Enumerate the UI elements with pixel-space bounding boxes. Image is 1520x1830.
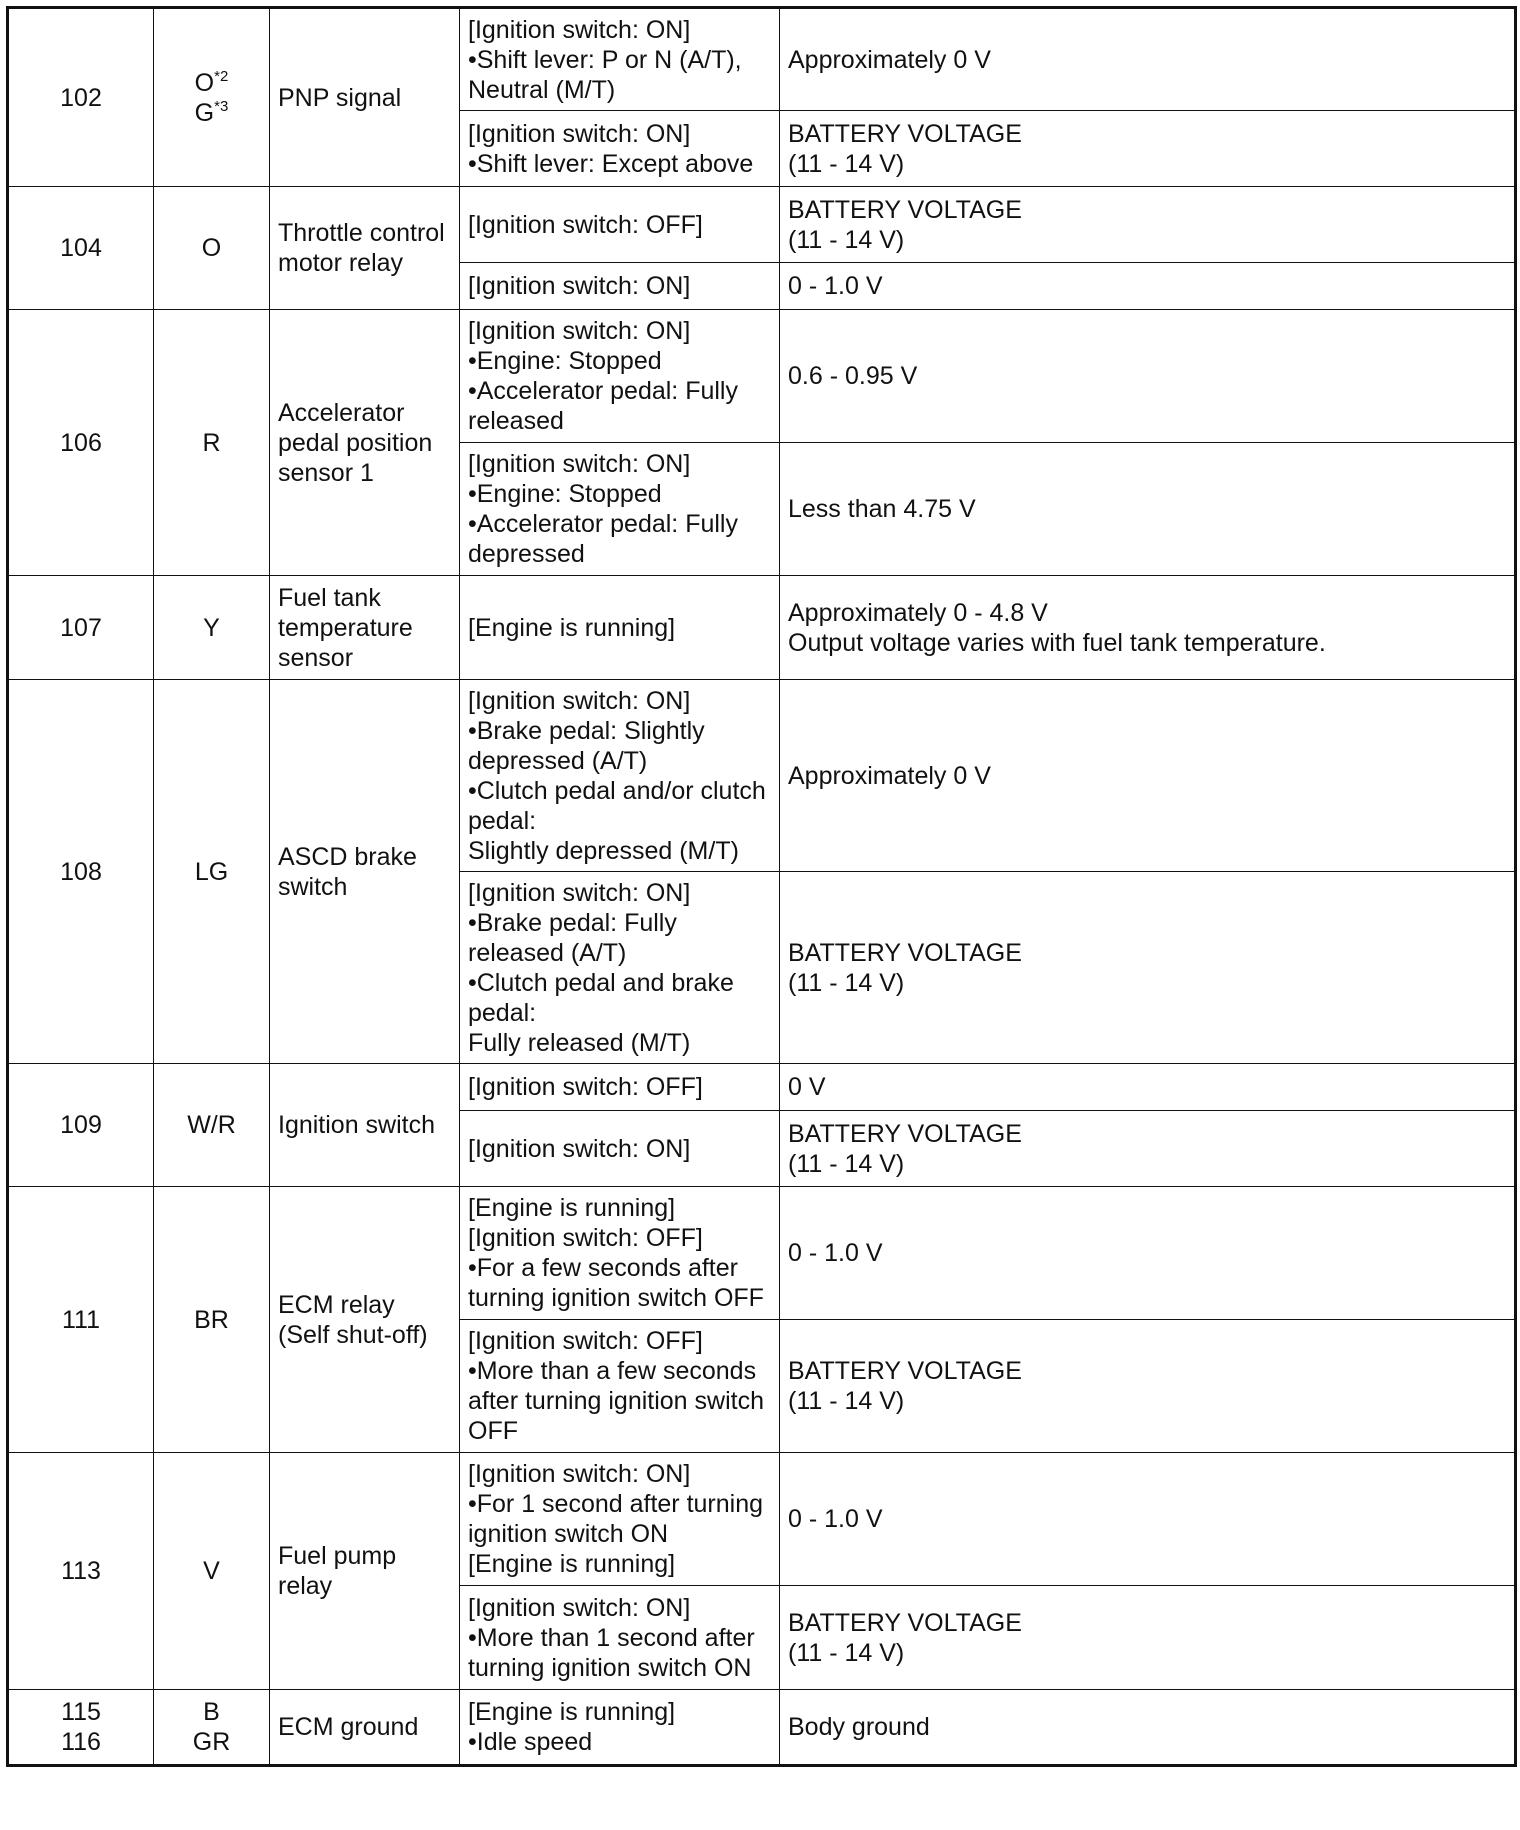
item-cell xyxy=(270,8,460,187)
data-cell xyxy=(780,111,1516,187)
condition-text: [Ignition switch: OFF] xyxy=(468,1224,703,1252)
item-cell xyxy=(270,1690,460,1766)
table-row xyxy=(8,8,1516,111)
condition-cell xyxy=(460,1320,780,1453)
data-value: BATTERY VOLTAGE xyxy=(788,195,1022,224)
terminal-number: 113 xyxy=(61,1557,101,1585)
condition-text: released (A/T) xyxy=(468,938,627,967)
condition-text: depressed xyxy=(468,540,585,568)
condition-text: •Brake pedal: Slightly xyxy=(468,716,705,745)
wire-color-entry xyxy=(162,613,261,643)
data-cell xyxy=(780,680,1516,872)
item-text: PNP signal xyxy=(278,83,402,112)
data-cell xyxy=(780,576,1516,680)
wire-color: BR xyxy=(194,1305,229,1334)
terminal-number: 116 xyxy=(61,1728,101,1756)
item-text: ECM ground xyxy=(278,1713,419,1741)
terminal-number: 102 xyxy=(60,83,102,112)
condition-cell xyxy=(460,1111,780,1187)
terminal-number-cell xyxy=(8,1690,154,1766)
wire-color: V xyxy=(203,1557,220,1585)
item-cell xyxy=(270,1064,460,1187)
condition-text: Slightly depressed (M/T) xyxy=(468,836,739,865)
wire-color-cell xyxy=(154,1453,270,1690)
wire-color: Y xyxy=(203,613,220,642)
item-text: Throttle control xyxy=(278,219,445,247)
condition-cell xyxy=(460,187,780,263)
condition-text: [Engine is running] xyxy=(468,1550,676,1578)
table-row xyxy=(8,187,1516,263)
wire-color-cell xyxy=(154,1064,270,1187)
wire-color-entry xyxy=(162,98,261,128)
terminal-number-cell xyxy=(8,1453,154,1690)
condition-text: pedal: xyxy=(468,998,537,1027)
data-value: BATTERY VOLTAGE xyxy=(788,1608,1022,1637)
condition-cell xyxy=(460,1453,780,1586)
wire-color-cell xyxy=(154,1187,270,1453)
data-value: BATTERY VOLTAGE xyxy=(788,119,1022,148)
condition-text: Fully released (M/T) xyxy=(468,1028,691,1057)
table-row xyxy=(8,576,1516,680)
condition-text: turning ignition switch OFF xyxy=(468,1284,764,1312)
condition-text: [Ignition switch: ON] xyxy=(468,119,691,148)
data-value: (11 - 14 V) xyxy=(788,1638,905,1667)
condition-text: •Engine: Stopped xyxy=(468,480,662,508)
condition-text: after turning ignition switch xyxy=(468,1387,764,1415)
wire-color-footnote: *3 xyxy=(214,97,229,115)
condition-text: [Ignition switch: ON] xyxy=(468,317,691,345)
table-row xyxy=(8,1064,1516,1111)
condition-text: [Ignition switch: ON] xyxy=(468,1134,691,1163)
table-row xyxy=(8,1187,1516,1320)
data-cell xyxy=(780,310,1516,443)
terminal-number: 107 xyxy=(60,613,102,642)
table-row xyxy=(8,310,1516,443)
data-value: Body ground xyxy=(788,1713,930,1741)
item-text: Fuel pump xyxy=(278,1542,397,1570)
item-text: ECM relay xyxy=(278,1290,395,1319)
condition-text: [Engine is running] xyxy=(468,1194,676,1222)
condition-text: [Ignition switch: OFF] xyxy=(468,1073,703,1101)
table-row xyxy=(8,1453,1516,1586)
data-cell xyxy=(780,1064,1516,1111)
item-text: Fuel tank xyxy=(278,583,381,612)
data-value: BATTERY VOLTAGE xyxy=(788,938,1022,967)
data-value: (11 - 14 V) xyxy=(788,1387,905,1415)
item-text: motor relay xyxy=(278,249,404,277)
wire-color-entry xyxy=(162,1110,261,1140)
condition-text: [Engine is running] xyxy=(468,613,676,642)
data-cell xyxy=(780,1690,1516,1766)
data-value: (11 - 14 V) xyxy=(788,225,905,254)
data-value: BATTERY VOLTAGE xyxy=(788,1357,1022,1385)
data-cell xyxy=(780,443,1516,576)
data-cell xyxy=(780,1586,1516,1690)
terminal-number: 109 xyxy=(60,1111,102,1139)
condition-text: •Brake pedal: Fully xyxy=(468,908,677,937)
condition-text: •Clutch pedal and/or clutch xyxy=(468,776,766,805)
data-value: 0 - 1.0 V xyxy=(788,272,883,300)
condition-text: •Accelerator pedal: Fully xyxy=(468,510,738,538)
item-text: temperature xyxy=(278,613,413,642)
terminal-number-cell xyxy=(8,187,154,310)
item-cell xyxy=(270,310,460,576)
data-cell xyxy=(780,187,1516,263)
wire-color-entry xyxy=(162,1556,261,1586)
terminal-number: 104 xyxy=(60,234,102,262)
data-value: Less than 4.75 V xyxy=(788,495,976,523)
condition-text: pedal: xyxy=(468,806,537,835)
condition-text: depressed (A/T) xyxy=(468,746,648,775)
wire-color: B xyxy=(203,1698,220,1726)
condition-text: •For a few seconds after xyxy=(468,1254,738,1282)
wire-color-entry xyxy=(162,233,261,263)
condition-text: [Ignition switch: ON] xyxy=(468,1460,691,1488)
condition-cell xyxy=(460,1690,780,1766)
terminal-number-cell xyxy=(8,1187,154,1453)
terminal-number-cell xyxy=(8,310,154,576)
data-value: Approximately 0 V xyxy=(788,761,991,790)
terminal-number-cell xyxy=(8,8,154,187)
table-row xyxy=(8,1690,1516,1766)
wire-color-cell xyxy=(154,680,270,1064)
wire-color-entry xyxy=(162,68,261,98)
item-text: pedal position xyxy=(278,428,433,457)
condition-text: OFF xyxy=(468,1417,518,1445)
condition-cell xyxy=(460,1064,780,1111)
wire-color: O xyxy=(201,234,222,262)
condition-cell xyxy=(460,263,780,310)
condition-text: [Engine is running] xyxy=(468,1698,676,1726)
condition-text: turning ignition switch ON xyxy=(468,1653,752,1682)
item-text: ASCD brake xyxy=(278,842,417,871)
condition-text: ignition switch ON xyxy=(468,1520,669,1548)
data-cell xyxy=(780,1111,1516,1187)
wire-color-cell xyxy=(154,8,270,187)
item-text: (Self shut-off) xyxy=(278,1320,428,1349)
terminal-number: 108 xyxy=(60,857,102,886)
condition-text: Neutral (M/T) xyxy=(468,75,616,104)
condition-cell xyxy=(460,680,780,872)
data-cell xyxy=(780,1187,1516,1320)
wire-color: G xyxy=(194,98,215,127)
data-value: 0 V xyxy=(788,1073,826,1101)
wire-color-entry xyxy=(162,1727,261,1757)
wire-color-cell xyxy=(154,187,270,310)
wire-color: LG xyxy=(194,857,229,886)
terminal-number-cell xyxy=(8,1064,154,1187)
wire-color-footnote: *2 xyxy=(214,67,229,85)
item-text: Accelerator xyxy=(278,398,405,427)
data-cell xyxy=(780,1320,1516,1453)
condition-text: •More than a few seconds xyxy=(468,1357,757,1385)
wire-color: W/R xyxy=(187,1111,236,1139)
data-cell xyxy=(780,872,1516,1064)
item-text: sensor 1 xyxy=(278,458,374,487)
condition-text: [Ignition switch: ON] xyxy=(468,15,691,44)
wire-color-cell xyxy=(154,1690,270,1766)
condition-text: •Accelerator pedal: Fully xyxy=(468,377,738,405)
item-cell xyxy=(270,1453,460,1690)
condition-text: •Clutch pedal and brake xyxy=(468,968,734,997)
data-value: (11 - 14 V) xyxy=(788,1149,905,1178)
condition-text: [Ignition switch: ON] xyxy=(468,686,691,715)
condition-text: [Ignition switch: ON] xyxy=(468,878,691,907)
data-value: Approximately 0 V xyxy=(788,45,991,74)
condition-cell xyxy=(460,872,780,1064)
wire-color: R xyxy=(202,428,221,457)
condition-text: released xyxy=(468,407,564,435)
condition-cell xyxy=(460,111,780,187)
terminal-number-cell xyxy=(8,576,154,680)
wire-color-cell xyxy=(154,576,270,680)
data-cell xyxy=(780,263,1516,310)
data-value: 0.6 - 0.95 V xyxy=(788,362,918,390)
condition-text: [Ignition switch: ON] xyxy=(468,1593,691,1622)
condition-text: [Ignition switch: OFF] xyxy=(468,210,703,239)
item-text: relay xyxy=(278,1572,333,1600)
data-value: BATTERY VOLTAGE xyxy=(788,1119,1022,1148)
item-text: switch xyxy=(278,872,348,901)
condition-text: •Idle speed xyxy=(468,1728,593,1756)
condition-text: [Ignition switch: ON] xyxy=(468,272,691,300)
wire-color: O xyxy=(194,68,215,97)
condition-text: [Ignition switch: ON] xyxy=(468,450,691,478)
item-cell xyxy=(270,187,460,310)
data-value: (11 - 14 V) xyxy=(788,149,905,178)
condition-text: •More than 1 second after xyxy=(468,1623,755,1652)
table-row xyxy=(8,680,1516,872)
wire-color-entry xyxy=(162,1305,261,1335)
ecm-terminal-table xyxy=(6,6,1517,1767)
condition-text: [Ignition switch: OFF] xyxy=(468,1327,703,1355)
wire-color-cell xyxy=(154,310,270,576)
terminal-number: 106 xyxy=(60,428,102,457)
condition-text: •Shift lever: P or N (A/T), xyxy=(468,45,742,74)
data-value: Approximately 0 - 4.8 V xyxy=(788,598,1048,627)
terminal-number: 115 xyxy=(61,1698,101,1726)
data-cell xyxy=(780,8,1516,111)
wire-color-entry xyxy=(162,857,261,887)
terminal-number-cell xyxy=(8,680,154,1064)
data-cell xyxy=(780,1453,1516,1586)
data-value: 0 - 1.0 V xyxy=(788,1239,883,1267)
condition-cell xyxy=(460,1586,780,1690)
data-value: Output voltage varies with fuel tank temperature. xyxy=(788,628,1326,657)
condition-cell xyxy=(460,310,780,443)
condition-cell xyxy=(460,8,780,111)
ecm-terminal-table-body xyxy=(8,8,1516,1766)
item-cell xyxy=(270,1187,460,1453)
wire-color-entry xyxy=(162,1697,261,1727)
item-text: sensor xyxy=(278,643,354,672)
condition-text: •Shift lever: Except above xyxy=(468,149,754,178)
item-cell xyxy=(270,680,460,1064)
condition-text: •Engine: Stopped xyxy=(468,347,662,375)
condition-cell xyxy=(460,576,780,680)
condition-text: •For 1 second after turning xyxy=(468,1490,764,1518)
terminal-number: 111 xyxy=(61,1305,100,1334)
condition-cell xyxy=(460,443,780,576)
wire-color: GR xyxy=(192,1728,231,1756)
data-value: (11 - 14 V) xyxy=(788,968,905,997)
item-cell xyxy=(270,576,460,680)
data-value: 0 - 1.0 V xyxy=(788,1505,883,1533)
wire-color-entry xyxy=(162,428,261,458)
item-text: Ignition switch xyxy=(278,1111,436,1139)
condition-cell xyxy=(460,1187,780,1320)
